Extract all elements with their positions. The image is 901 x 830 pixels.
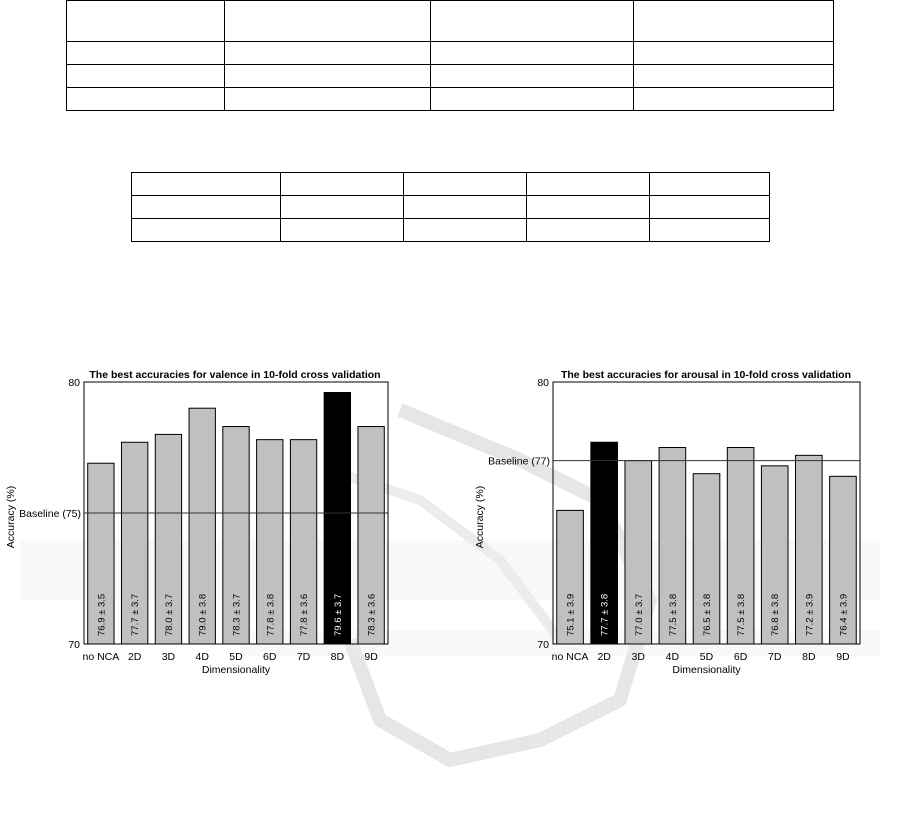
x-tick-label: 8D xyxy=(330,651,345,663)
table-cell xyxy=(650,219,770,242)
table-cell xyxy=(225,1,431,42)
table-cell xyxy=(132,196,281,219)
baseline-label: Baseline (75) xyxy=(19,508,81,520)
x-tick-label: 7D xyxy=(296,651,311,663)
x-tick-label: 2D xyxy=(127,651,142,663)
x-tick-label: 3D xyxy=(631,651,645,663)
x-tick-label: no NCA xyxy=(82,651,120,663)
table-cell xyxy=(225,88,431,111)
bar-value-label: 77.5 ± 3.8 xyxy=(736,593,748,636)
table-row xyxy=(132,219,770,242)
table-cell xyxy=(634,65,834,88)
y-tick-label: 70 xyxy=(537,639,549,651)
x-tick-label: 6D xyxy=(733,651,748,663)
top-table xyxy=(66,0,834,111)
bar-value-label: 77.0 ± 3.7 xyxy=(633,593,645,636)
x-tick-label: 9D xyxy=(364,651,378,663)
y-axis-label: Accuracy (%) xyxy=(5,485,17,549)
table-cell xyxy=(132,173,281,196)
table-cell xyxy=(404,196,527,219)
table-row xyxy=(67,42,834,65)
table-cell xyxy=(431,42,634,65)
table-cell xyxy=(281,219,404,242)
table-cell xyxy=(404,173,527,196)
table-cell xyxy=(132,219,281,242)
chart-title: The best accuracies for valence in 10-fold cross validation xyxy=(89,369,381,381)
x-axis-label: Dimensionality xyxy=(201,664,271,676)
table-cell xyxy=(281,173,404,196)
y-tick-label: 80 xyxy=(537,377,549,389)
table-cell xyxy=(634,1,834,42)
bar-value-label: 78.3 ± 3.7 xyxy=(231,593,243,636)
x-tick-label: 8D xyxy=(802,651,816,663)
bar-value-label: 77.5 ± 3.8 xyxy=(667,593,679,636)
y-tick-label: 70 xyxy=(68,639,80,651)
bar-group xyxy=(88,392,385,644)
bar-value-label: 79.0 ± 3.8 xyxy=(197,593,209,636)
bar-value-label: 77.7 ± 3.7 xyxy=(130,593,142,636)
table-cell xyxy=(650,196,770,219)
table-cell xyxy=(225,42,431,65)
table-row xyxy=(132,173,770,196)
table-row xyxy=(67,88,834,111)
x-tick-label: 5D xyxy=(699,651,714,663)
bar-value-label: 76.8 ± 3.8 xyxy=(770,593,782,636)
bar-value-label: 77.7 ± 3.8 xyxy=(599,593,611,636)
bar-value-label: 76.5 ± 3.8 xyxy=(702,593,713,636)
table-cell xyxy=(404,219,527,242)
bar-value-label: 78.3 ± 3.6 xyxy=(366,593,378,636)
bar-value-label: 76.9 ± 3.5 xyxy=(96,593,108,636)
arousal-chart xyxy=(470,360,900,690)
table-cell xyxy=(281,196,404,219)
x-tick-label: 6D xyxy=(263,651,277,663)
table-row xyxy=(67,1,834,42)
y-tick-label: 80 xyxy=(68,377,80,389)
x-tick-group xyxy=(83,651,379,663)
x-tick-label: 5D xyxy=(229,651,243,663)
bar-value-label: 75.1 ± 3.9 xyxy=(565,593,577,636)
bar-value-label: 77.2 ± 3.9 xyxy=(804,593,816,636)
table-cell xyxy=(431,88,634,111)
table-cell xyxy=(431,1,634,42)
table-cell xyxy=(527,219,650,242)
bar-value-label: 77.8 ± 3.6 xyxy=(299,593,311,636)
table-cell xyxy=(225,65,431,88)
x-tick-label: 2D xyxy=(597,651,611,663)
x-tick-label: 3D xyxy=(161,651,176,663)
table-cell xyxy=(527,196,650,219)
table-cell xyxy=(431,65,634,88)
bar-group xyxy=(557,442,856,644)
bottom-table xyxy=(131,172,770,242)
table-row xyxy=(132,196,770,219)
x-tick-group xyxy=(552,651,850,663)
valence-chart xyxy=(0,360,430,690)
bar-value-label: 77.8 ± 3.8 xyxy=(265,593,277,636)
x-axis-label: Dimensionality xyxy=(672,664,741,676)
x-tick-label: 7D xyxy=(768,651,782,663)
table-row xyxy=(67,65,834,88)
table-cell xyxy=(67,1,225,42)
baseline-label: Baseline (77) xyxy=(488,455,550,468)
y-axis-label: Accuracy (%) xyxy=(474,485,486,549)
table-cell xyxy=(527,173,650,196)
x-tick-label: 9D xyxy=(836,651,850,663)
bar-value-label: 76.4 ± 3.9 xyxy=(838,593,850,636)
chart-title: The best accuracies for arousal in 10-fold cross validation xyxy=(560,369,852,381)
x-tick-label: 4D xyxy=(665,651,680,663)
bar-value-label: 79.6 ± 3.7 xyxy=(332,593,344,636)
table-cell xyxy=(634,42,834,65)
table-cell xyxy=(634,88,834,111)
x-tick-label: 4D xyxy=(195,651,209,663)
table-cell xyxy=(650,173,770,196)
bar-value-label: 78.0 ± 3.7 xyxy=(163,593,175,636)
table-cell xyxy=(67,42,225,65)
x-tick-label: no NCA xyxy=(551,651,589,663)
table-cell xyxy=(67,65,225,88)
table-cell xyxy=(67,88,225,111)
